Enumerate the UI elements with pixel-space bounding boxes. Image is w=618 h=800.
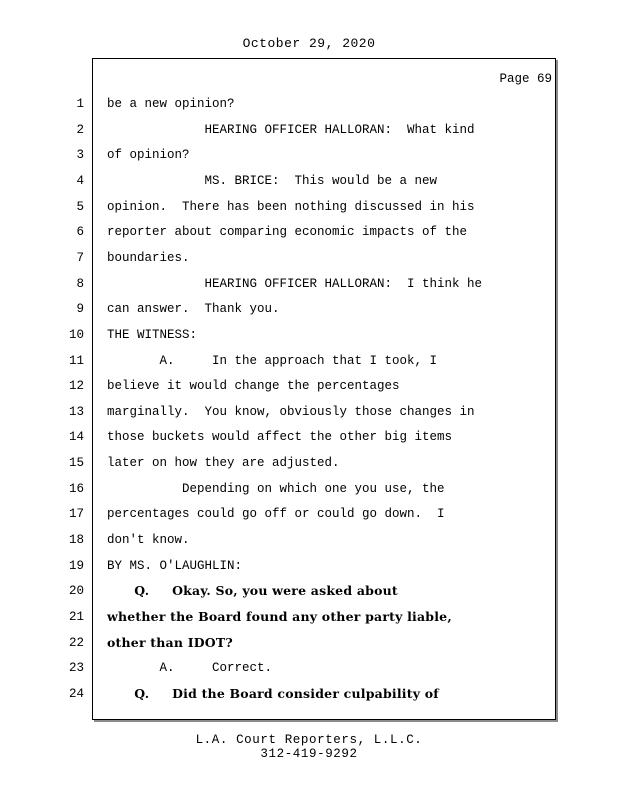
- line-number: 6: [76, 225, 84, 240]
- line-number: 15: [68, 456, 84, 471]
- line-text: MS. BRICE: This would be a new: [107, 173, 438, 188]
- line-number: 17: [68, 507, 84, 522]
- transcript-line: [0, 659, 556, 685]
- line-text: BY MS. O'LAUGHLIN:: [107, 558, 243, 573]
- line-text: HEARING OFFICER HALLORAN: I think he: [107, 276, 483, 291]
- line-text: THE WITNESS:: [107, 327, 198, 342]
- transcript-line: [0, 95, 556, 121]
- line-text: A. In the approach that I took, I: [107, 353, 438, 368]
- transcript-line: [0, 249, 556, 275]
- transcript-line: [0, 377, 556, 403]
- line-number: 13: [68, 404, 84, 419]
- line-text: of opinion?: [107, 148, 190, 163]
- line-number: 14: [68, 430, 84, 445]
- line-number: 4: [76, 173, 84, 188]
- line-number: 10: [68, 327, 84, 342]
- line-text: believe it would change the percentages: [107, 379, 400, 394]
- line-text: marginally. You know, obviously those changes in: [107, 404, 475, 419]
- line-number: 22: [68, 635, 84, 650]
- transcript-line: [0, 223, 556, 249]
- transcript-line: [0, 146, 556, 172]
- line-number: 12: [68, 379, 84, 394]
- line-number: 16: [68, 481, 84, 496]
- line-text: those buckets would affect the other big items: [107, 430, 453, 445]
- transcript-line: [0, 300, 556, 326]
- line-text: don't know.: [107, 533, 190, 548]
- line-number: 8: [76, 276, 84, 291]
- line-number: 3: [76, 148, 84, 163]
- line-number: 24: [68, 686, 84, 701]
- transcript-line: [0, 531, 556, 557]
- line-text: A. Correct.: [107, 661, 273, 676]
- transcript-line: [0, 582, 556, 608]
- transcript-line: [0, 480, 556, 506]
- line-text: boundaries.: [107, 250, 190, 265]
- transcript-line: [0, 172, 556, 198]
- line-number: 19: [68, 558, 84, 573]
- line-text: reporter about comparing economic impacts of the: [107, 225, 468, 240]
- transcript-line: [0, 198, 556, 224]
- line-text: HEARING OFFICER HALLORAN: What kind: [107, 122, 475, 137]
- footer-phone: 312-419-9292: [260, 747, 358, 761]
- line-text: Q. Did the Board consider culpability of: [107, 685, 439, 701]
- line-number: 21: [68, 610, 84, 624]
- line-number: 11: [68, 353, 84, 368]
- page-number: Page 69: [499, 72, 552, 86]
- transcript-line: [0, 428, 556, 454]
- line-number: 20: [68, 584, 84, 599]
- line-text: whether the Board found any other party liable,: [107, 609, 452, 624]
- line-text: be a new opinion?: [107, 97, 235, 111]
- line-number: 7: [76, 250, 84, 265]
- transcript-line: [0, 505, 556, 531]
- line-text: other than IDOT?: [107, 634, 233, 650]
- transcript-line: [0, 685, 556, 711]
- line-number: 2: [76, 122, 84, 137]
- footer-company: L.A. Court Reporters, L.L.C.: [195, 733, 423, 747]
- line-number: 1: [76, 97, 84, 111]
- transcript-line: [0, 326, 556, 352]
- transcript-line: [0, 557, 556, 583]
- transcript-date: October 29, 2020: [242, 36, 376, 51]
- line-text: later on how they are adjusted.: [107, 456, 340, 471]
- line-text: opinion. There has been nothing discussed in his: [107, 199, 475, 214]
- transcript-line: [0, 608, 556, 634]
- transcript-line: [0, 403, 556, 429]
- transcript-line: [0, 352, 556, 378]
- transcript-line: [0, 634, 556, 660]
- transcript-line: [0, 121, 556, 147]
- line-text: Depending on which one you use, the: [107, 481, 445, 496]
- transcript-line: [0, 275, 556, 301]
- line-number: 23: [68, 661, 84, 676]
- line-text: can answer. Thank you.: [107, 302, 280, 317]
- line-number: 5: [76, 199, 84, 214]
- line-text: Q. Okay. So, you were asked about: [107, 583, 398, 599]
- line-text: percentages could go off or could go down. I: [107, 507, 445, 522]
- transcript-line: [0, 454, 556, 480]
- line-number: 18: [68, 533, 84, 548]
- line-number: 9: [76, 302, 84, 317]
